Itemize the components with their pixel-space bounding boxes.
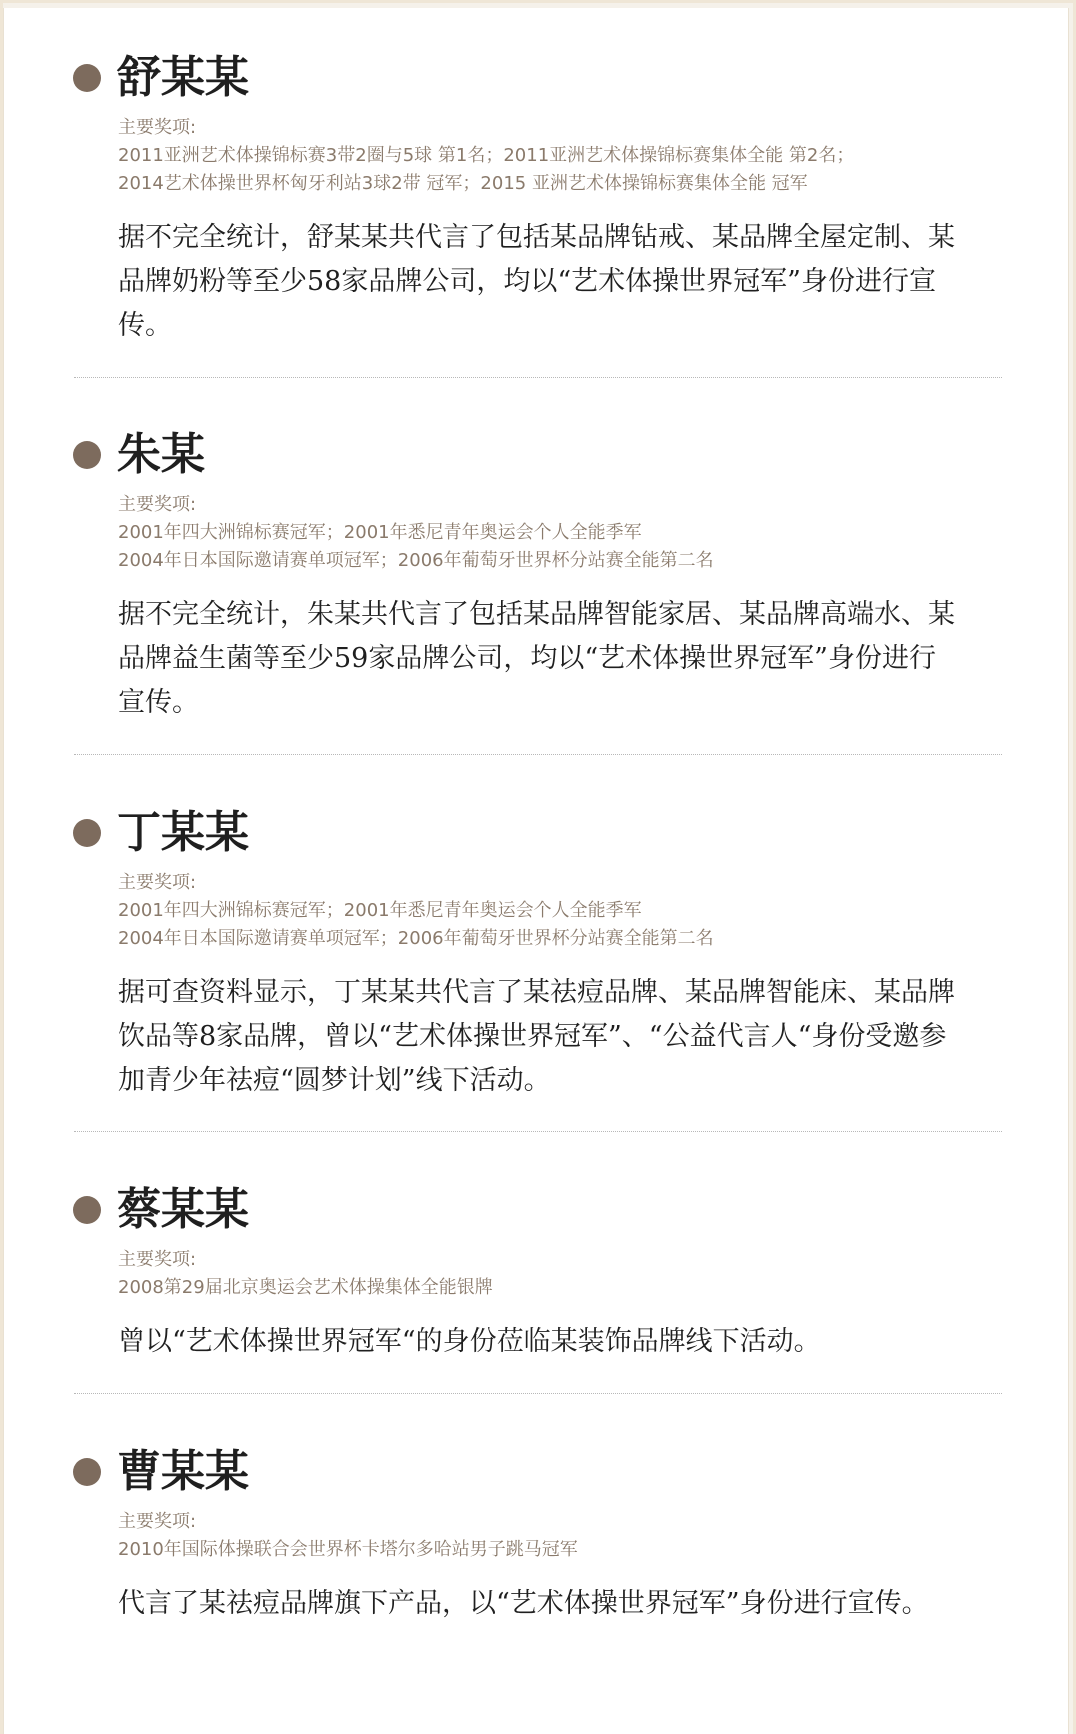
award-line: 2011亚洲艺术体操锦标赛3带2圈与5球 第1名；2011亚洲艺术体操锦标赛集体全能 第2名； [118,145,855,166]
athlete-name: 蔡某某 [117,1184,249,1235]
athlete-entry [70,803,1010,1103]
athlete-header [70,1180,1010,1240]
endorsement-description: 据不完全统计，朱某共代言了包括某品牌智能家居、某品牌高端水、某品牌益生菌等至少59家品牌公司，均以“艺术体操世界冠军”身份进行宣传。 [118,599,955,718]
award-line: 2014艺术体操世界杯匈牙利站3球2带 冠军；2015 亚洲艺术体操锦标赛集体全能 冠军 [118,173,808,194]
athlete-name: 舒某某 [117,52,249,103]
awards-block [118,491,1010,575]
athlete-header [70,803,1010,863]
awards-label: 主要奖项: [118,872,197,893]
bullet-dot-icon [73,1458,101,1486]
awards-block [118,869,1010,953]
bullet-dot-icon [73,819,101,847]
bullet-dot-icon [73,1196,101,1224]
athlete-entry [70,48,1010,348]
awards-label: 主要奖项: [118,1511,197,1532]
bullet-dot-icon [73,64,101,92]
awards-label: 主要奖项: [118,494,197,515]
endorsement-description: 据不完全统计，舒某某共代言了包括某品牌钻戒、某品牌全屋定制、某品牌奶粉等至少58家品牌公司，均以“艺术体操世界冠军”身份进行宣传。 [118,222,955,341]
award-line: 2010年国际体操联合会世界杯卡塔尔多哈站男子跳马冠军 [118,1539,578,1560]
athlete-entry [70,425,1010,725]
athlete-header [70,48,1010,108]
endorsement-description: 代言了某祛痘品牌旗下产品，以“艺术体操世界冠军”身份进行宣传。 [118,1588,929,1619]
endorsement-description: 曾以“艺术体操世界冠军“的身份莅临某装饰品牌线下活动。 [118,1326,821,1357]
awards-block [118,114,1010,198]
bullet-dot-icon [73,441,101,469]
athlete-name: 朱某 [117,429,205,480]
award-line: 2001年四大洲锦标赛冠军；2001年悉尼青年奥运会个人全能季军 [118,522,642,543]
awards-label: 主要奖项: [118,1249,197,1270]
award-line: 2004年日本国际邀请赛单项冠军；2006年葡萄牙世界杯分站赛全能第二名 [118,550,714,571]
awards-block [118,1508,1010,1564]
awards-label: 主要奖项: [118,117,197,138]
endorsement-description: 据可查资料显示，丁某某共代言了某祛痘品牌、某品牌智能床、某品牌饮品等8家品牌，曾以“艺术体操世界冠军”、“公益代言人“身份受邀参加青少年祛痘“圆梦计划”线下活动。 [118,977,955,1096]
athlete-header [70,425,1010,485]
athlete-name: 丁某某 [117,807,249,858]
section-divider [74,1393,1002,1394]
award-line: 2004年日本国际邀请赛单项冠军；2006年葡萄牙世界杯分站赛全能第二名 [118,928,714,949]
athlete-entry [70,1442,1010,1626]
award-line: 2001年四大洲锦标赛冠军；2001年悉尼青年奥运会个人全能季军 [118,900,642,921]
athlete-header [70,1442,1010,1502]
section-divider [74,377,1002,378]
athlete-name: 曹某某 [117,1446,249,1497]
award-line: 2008第29届北京奥运会艺术体操集体全能银牌 [118,1277,493,1298]
section-divider [74,1131,1002,1132]
section-divider [74,754,1002,755]
awards-block [118,1246,1010,1302]
athlete-entry [70,1180,1010,1364]
